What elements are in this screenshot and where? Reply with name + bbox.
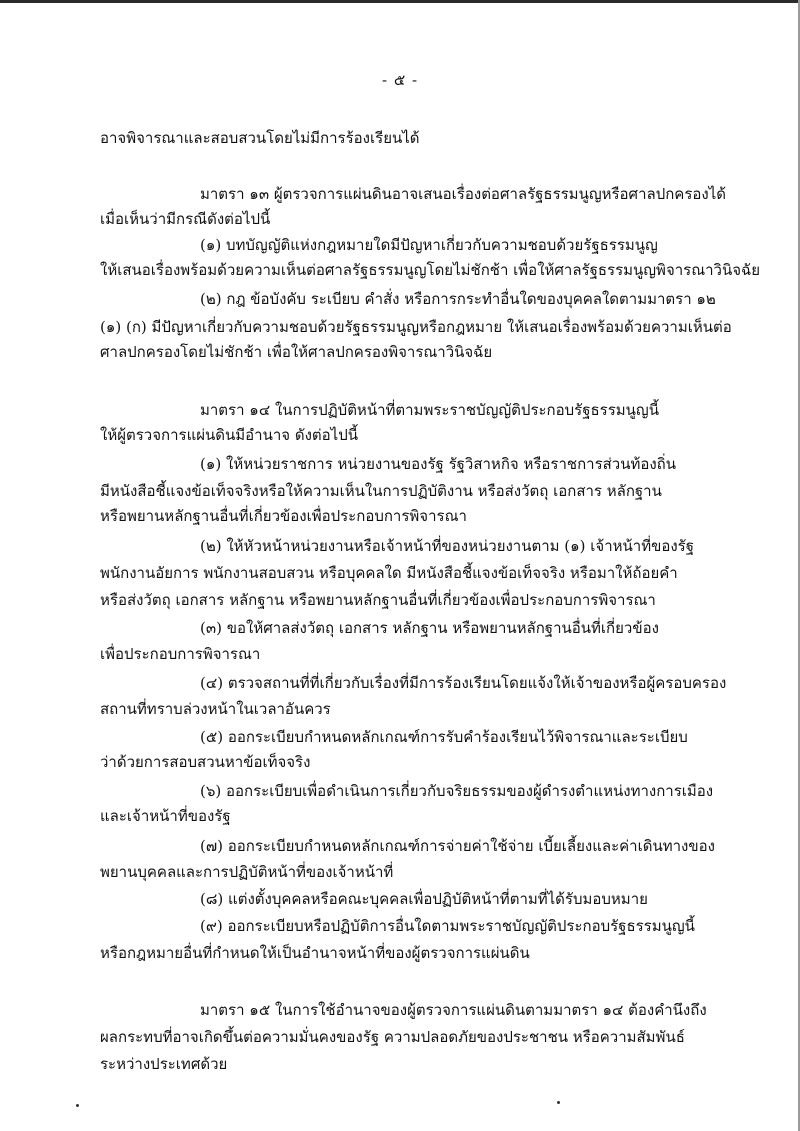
body-line: ผลกระทบที่อาจเกิดขึ้นต่อความมั่นคงของรัฐ ความปลอดภัยของประชาชน หรือความสัมพันธ์ xyxy=(100,1028,685,1046)
list-item-line: (๑) บทบัญญัติแห่งกฎหมายใดมีปัญหาเกี่ยวกับความชอบด้วยรัฐธรรมนูญ xyxy=(200,236,658,254)
list-item-line: (๖) ออกระเบียบเพื่อดำเนินการเกี่ยวกับจริยธรรมของผู้ดำรงตำแหน่งทางการเมือง xyxy=(200,782,714,800)
list-item-line: (๙) ออกระเบียบหรือปฏิบัติการอื่นใดตามพระราชบัญญัติประกอบรัฐธรรมนูญนี้ xyxy=(200,917,695,935)
list-item-line: (๕) ออกระเบียบกำหนดหลักเกณฑ์การรับคำร้องเรียนไว้พิจารณาและระเบียบ xyxy=(200,728,688,746)
list-item-line: (๗) ออกระเบียบกำหนดหลักเกณฑ์การจ่ายค่าใช้จ่าย เบี้ยเลี้ยงและค่าเดินทางของ xyxy=(200,837,715,855)
body-line: ศาลปกครองโดยไม่ชักช้า เพื่อให้ศาลปกครองพิจารณาวินิจฉัย xyxy=(100,343,493,361)
body-line: หรือกฎหมายอื่นที่กำหนดให้เป็นอำนาจหน้าที่ของผู้ตรวจการแผ่นดิน xyxy=(100,944,530,962)
body-line: เมื่อเห็นว่ามีกรณีดังต่อไปนี้ xyxy=(100,210,271,228)
body-line: ว่าด้วยการสอบสวนหาข้อเท็จจริง xyxy=(100,753,311,771)
body-line: อาจพิจารณาและสอบสวนโดยไม่มีการร้องเรียนได้ xyxy=(100,129,420,147)
list-item-line: (๘) แต่งตั้งบุคคลหรือคณะบุคคลเพื่อปฏิบัติหน้าที่ตามที่ได้รับมอบหมาย xyxy=(200,890,648,908)
body-line: และเจ้าหน้าที่ของรัฐ xyxy=(100,807,231,825)
list-item-line: (๑) ให้หน่วยราชการ หน่วยงานของรัฐ รัฐวิสาหกิจ หรือราชการส่วนท้องถิ่น xyxy=(200,455,677,473)
body-line: พยานบุคคลและการปฏิบัติหน้าที่ของเจ้าหน้าที่ xyxy=(100,863,394,881)
body-line: (๑) (ก) มีปัญหาเกี่ยวกับความชอบด้วยรัฐธรรมนูญหรือกฎหมาย ให้เสนอเรื่องพร้อมด้วยความเห็นต่อ xyxy=(100,318,732,336)
body-line: ระหว่างประเทศด้วย xyxy=(100,1055,228,1073)
page-number: - ๕ - xyxy=(381,71,419,89)
section-heading-line: มาตรา ๑๔ ในการปฏิบัติหน้าที่ตามพระราชบัญญัติประกอบรัฐธรรมนูญนี้ xyxy=(200,401,659,419)
scan-top-edge xyxy=(0,0,800,3)
body-line: เพื่อประกอบการพิจารณา xyxy=(100,645,261,663)
body-line: มีหนังสือชี้แจงข้อเท็จจริงหรือให้ความเห็นในการปฏิบัติงาน หรือส่งวัตถุ เอกสาร หลักฐาน xyxy=(100,482,662,500)
body-line: ให้เสนอเรื่องพร้อมด้วยความเห็นต่อศาลรัฐธรรมนูญโดยไม่ชักช้า เพื่อให้ศาลรัฐธรรมนูญพิจารณาวินิจฉัย xyxy=(100,261,761,279)
section-heading-line: มาตรา ๑๕ ในการใช้อำนาจของผู้ตรวจการแผ่นดินตามมาตรา ๑๔ ต้องคำนึงถึง xyxy=(200,1001,707,1019)
list-item-line: (๔) ตรวจสถานที่ที่เกี่ยวกับเรื่องที่มีการร้องเรียนโดยแจ้งให้เจ้าของหรือผู้ครอบครอง xyxy=(200,674,727,692)
scan-speck xyxy=(557,1101,560,1104)
scan-speck xyxy=(76,1104,79,1107)
body-line: ให้ผู้ตรวจการแผ่นดินมีอำนาจ ดังต่อไปนี้ xyxy=(100,426,358,444)
body-line: หรือพยานหลักฐานอื่นที่เกี่ยวข้องเพื่อประกอบการพิจารณา xyxy=(100,507,467,525)
body-line: พนักงานอัยการ พนักงานสอบสวน หรือบุคคลใด มีหนังสือชี้แจงข้อเท็จจริง หรือมาให้ถ้อยคำ xyxy=(100,564,678,582)
list-item-line: (๒) กฎ ข้อบังคับ ระเบียบ คำสั่ง หรือการกระทำอื่นใดของบุคคลใดตามมาตรา ๑๒ xyxy=(200,290,716,308)
section-heading-line: มาตรา ๑๓ ผู้ตรวจการแผ่นดินอาจเสนอเรื่องต่อศาลรัฐธรรมนูญหรือศาลปกครองได้ xyxy=(200,185,727,203)
list-item-line: (๒) ให้หัวหน้าหน่วยงานหรือเจ้าหน้าที่ของหน่วยงานตาม (๑) เจ้าหน้าที่ของรัฐ xyxy=(200,537,695,555)
list-item-line: (๓) ขอให้ศาลส่งวัตถุ เอกสาร หลักฐาน หรือพยานหลักฐานอื่นที่เกี่ยวข้อง xyxy=(200,619,659,637)
body-line: หรือส่งวัตถุ เอกสาร หลักฐาน หรือพยานหลักฐานอื่นที่เกี่ยวข้องเพื่อประกอบการพิจารณา xyxy=(100,591,656,609)
body-line: สถานที่ทราบล่วงหน้าในเวลาอันควร xyxy=(100,700,331,718)
